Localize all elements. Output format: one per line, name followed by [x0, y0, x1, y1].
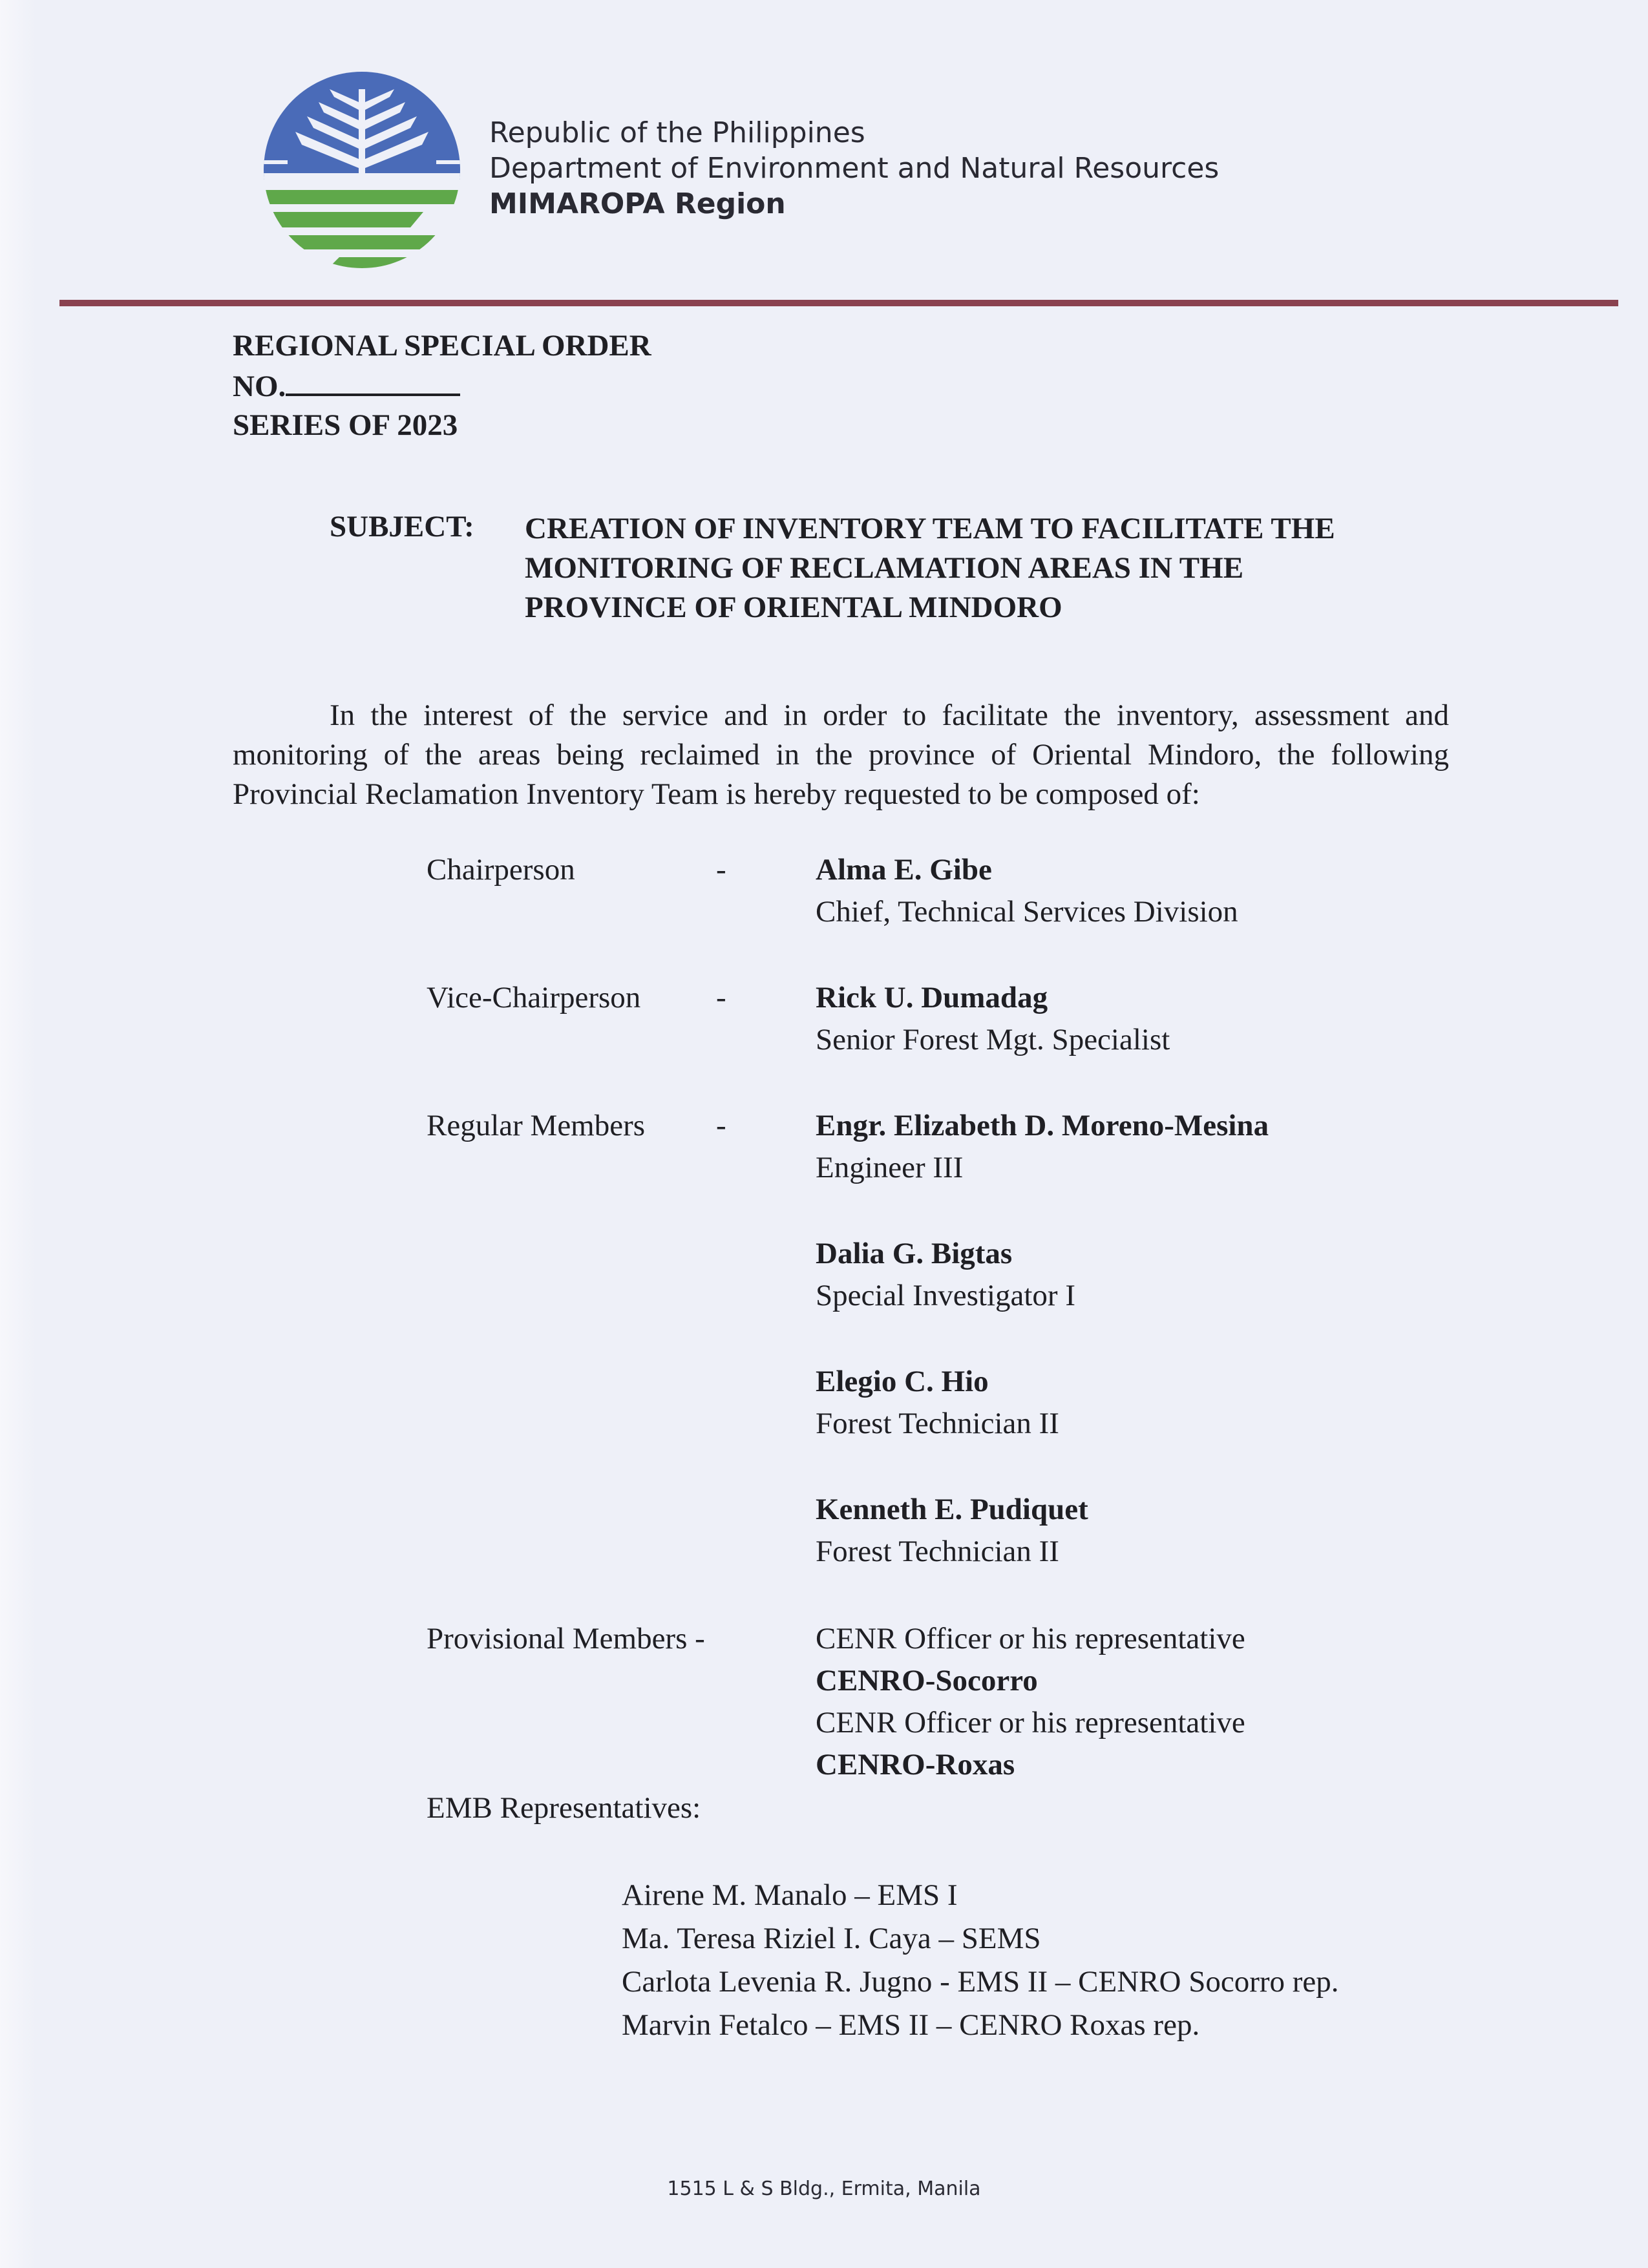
role-chairperson: Chairperson — [427, 853, 575, 887]
emb-item: Marvin Fetalco – EMS II – CENRO Roxas rep. — [622, 2008, 1200, 2042]
member-title: Engineer III — [816, 1151, 964, 1184]
org-line-republic: Republic of the Philippines — [489, 116, 865, 149]
member-title: Chief, Technical Services Division — [816, 895, 1238, 929]
org-line-region: MIMAROPA Region — [489, 187, 786, 220]
member-regular — [816, 1361, 1059, 1445]
emb-representatives-label: EMB Representatives: — [427, 1791, 701, 1825]
member-regular — [816, 1233, 1075, 1317]
subject-line-3: PROVINCE OF ORIENTAL MINDORO — [525, 591, 1062, 624]
subject-label: SUBJECT: — [330, 510, 474, 543]
order-number — [233, 365, 651, 406]
member-name: Rick U. Dumadag — [816, 981, 1048, 1014]
order-title: REGIONAL SPECIAL ORDER — [233, 329, 651, 362]
member-title: Forest Technician II — [816, 1535, 1059, 1568]
member-name: Alma E. Gibe — [816, 853, 992, 887]
member-title: Special Investigator I — [816, 1279, 1075, 1312]
member-vice-chairperson — [816, 977, 1170, 1061]
org-line-department: Department of Environment and Natural Resources — [489, 152, 1220, 185]
provisional-office: CENRO-Socorro — [816, 1664, 1038, 1697]
footer-address: 1515 L & S Bldg., Ermita, Manila — [667, 2178, 981, 2200]
role-dash: - — [716, 981, 726, 1014]
role-provisional-members: Provisional Members - — [427, 1622, 705, 1655]
body-paragraph: In the interest of the service and in order to facilitate the inventory, assessment and monitoring of the areas being reclaimed in the province of Oriental Mindoro, the following Provincial Reclamation Inventory Team is hereby requested to be composed of: — [233, 698, 1449, 811]
emb-item: Ma. Teresa Riziel I. Caya – SEMS — [622, 1922, 1041, 1955]
organization-header — [489, 115, 1219, 222]
provisional-office: CENRO-Roxas — [816, 1748, 1015, 1781]
subject-line-1: CREATION OF INVENTORY TEAM TO FACILITATE THE — [525, 512, 1335, 545]
provisional-text: CENR Officer or his representative — [816, 1622, 1245, 1655]
provisional-text: CENR Officer or his representative — [816, 1706, 1245, 1739]
member-regular — [816, 1105, 1269, 1189]
member-name: Kenneth E. Pudiquet — [816, 1493, 1088, 1526]
member-title: Senior Forest Mgt. Specialist — [816, 1023, 1170, 1056]
header-divider — [59, 300, 1618, 306]
member-name: Dalia G. Bigtas — [816, 1237, 1013, 1270]
subject-text — [525, 509, 1442, 627]
subject-line-2: MONITORING OF RECLAMATION AREAS IN THE — [525, 551, 1244, 585]
emb-item: Carlota Levenia R. Jugno - EMS II – CENRO Socorro rep. — [622, 1965, 1339, 1999]
scan-edge — [0, 0, 36, 2268]
emb-representatives-list — [622, 1874, 1339, 2047]
order-number-blank — [286, 365, 460, 396]
member-name: Engr. Elizabeth D. Moreno-Mesina — [816, 1109, 1269, 1142]
role-dash: - — [716, 1109, 726, 1142]
order-number-label: NO. — [233, 370, 286, 403]
member-title: Forest Technician II — [816, 1407, 1059, 1440]
role-dash: - — [716, 853, 726, 887]
order-block — [233, 326, 651, 445]
member-regular — [816, 1489, 1088, 1573]
denr-logo-icon — [262, 70, 462, 270]
role-regular-members: Regular Members — [427, 1109, 646, 1142]
member-name: Elegio C. Hio — [816, 1365, 989, 1398]
member-chairperson — [816, 849, 1238, 933]
role-vice-chairperson: Vice-Chairperson — [427, 981, 641, 1014]
emb-item: Airene M. Manalo – EMS I — [622, 1878, 958, 1912]
order-series: SERIES OF 2023 — [233, 408, 458, 442]
member-provisional — [816, 1618, 1245, 1786]
